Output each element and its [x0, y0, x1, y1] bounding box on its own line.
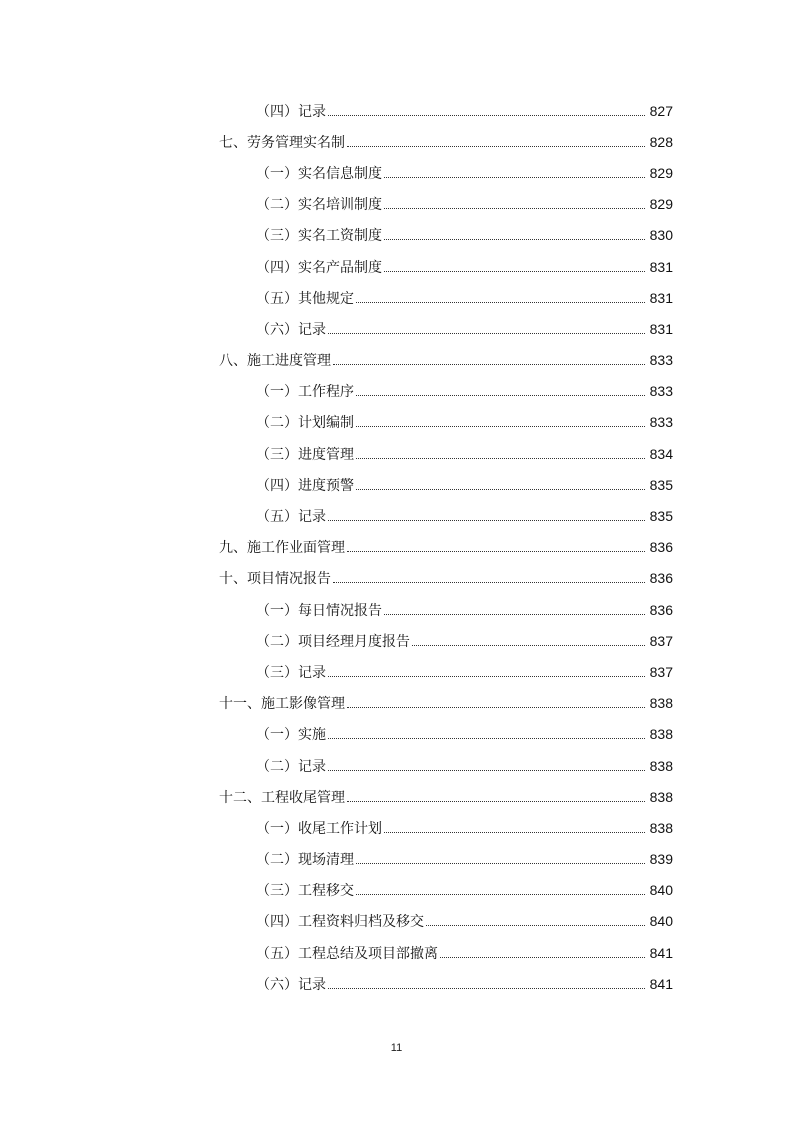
toc-dot-leader — [328, 520, 645, 521]
toc-entry-label: 十一、施工影像管理 — [219, 696, 345, 713]
toc-subsection-entry[interactable] — [0, 906, 793, 937]
toc-dot-leader — [347, 146, 645, 147]
toc-entry-label: （一）收尾工作计划 — [256, 820, 382, 837]
toc-entry-page: 838 — [649, 757, 673, 774]
toc-dot-leader — [328, 676, 645, 677]
page-number: 11 — [390, 1042, 403, 1054]
toc-subsection-entry[interactable] — [0, 500, 793, 531]
toc-dot-leader — [347, 551, 645, 552]
toc-entry-label: 十二、工程收尾管理 — [219, 789, 345, 806]
toc-subsection-entry[interactable] — [0, 251, 793, 282]
toc-entry-label: （二）实名培训制度 — [256, 197, 382, 214]
toc-dot-leader — [356, 489, 645, 490]
toc-entry-page: 839 — [649, 851, 673, 868]
toc-dot-leader — [328, 115, 645, 116]
toc-entry-page: 837 — [649, 632, 673, 649]
toc-dot-leader — [328, 333, 645, 334]
toc-entry-page: 828 — [649, 133, 673, 150]
toc-subsection-entry[interactable] — [0, 719, 793, 750]
toc-subsection-entry[interactable] — [0, 968, 793, 999]
toc-entry-label: （五）工程总结及项目部撤离 — [256, 945, 438, 962]
toc-subsection-entry[interactable] — [0, 812, 793, 843]
toc-subsection-entry[interactable] — [0, 282, 793, 313]
toc-entry-label: （四）记录 — [256, 103, 326, 120]
toc-subsection-entry[interactable] — [0, 157, 793, 188]
toc-subsection-entry[interactable] — [0, 438, 793, 469]
toc-entry-label: （三）实名工资制度 — [256, 228, 382, 245]
toc-subsection-entry[interactable] — [0, 594, 793, 625]
toc-section-entry[interactable] — [0, 781, 793, 812]
toc-dot-leader — [384, 832, 645, 833]
toc-dot-leader — [412, 645, 645, 646]
toc-dot-leader — [384, 177, 645, 178]
toc-subsection-entry[interactable] — [0, 376, 793, 407]
toc-dot-leader — [328, 738, 645, 739]
toc-entry-page: 841 — [649, 944, 673, 961]
toc-entry-page: 831 — [649, 258, 673, 275]
toc-dot-leader — [356, 395, 645, 396]
toc-subsection-entry[interactable] — [0, 937, 793, 968]
toc-dot-leader — [333, 582, 645, 583]
toc-subsection-entry[interactable] — [0, 407, 793, 438]
toc-dot-leader — [347, 801, 645, 802]
toc-entry-label: 七、劳务管理实名制 — [219, 134, 345, 151]
toc-subsection-entry[interactable] — [0, 189, 793, 220]
toc-entry-label: （四）实名产品制度 — [256, 259, 382, 276]
toc-entry-label: 九、施工作业面管理 — [219, 540, 345, 557]
toc-subsection-entry[interactable] — [0, 844, 793, 875]
toc-entry-label: （四）进度预警 — [256, 477, 354, 494]
toc-entry-page: 838 — [649, 788, 673, 805]
toc-entry-page: 833 — [649, 414, 673, 431]
toc-dot-leader — [384, 271, 645, 272]
toc-section-entry[interactable] — [0, 126, 793, 157]
toc-subsection-entry[interactable] — [0, 220, 793, 251]
toc-entry-label: （六）记录 — [256, 976, 326, 993]
toc-entry-page: 840 — [649, 913, 673, 930]
toc-entry-page: 829 — [649, 164, 673, 181]
toc-subsection-entry[interactable] — [0, 313, 793, 344]
toc-entry-label: （五）其他规定 — [256, 290, 354, 307]
toc-dot-leader — [356, 302, 645, 303]
toc-entry-label: （四）工程资料归档及移交 — [256, 914, 424, 931]
toc-dot-leader — [347, 707, 645, 708]
toc-entry-page: 830 — [649, 227, 673, 244]
toc-subsection-entry[interactable] — [0, 625, 793, 656]
toc-dot-leader — [356, 894, 645, 895]
toc-subsection-entry[interactable] — [0, 875, 793, 906]
toc-subsection-entry[interactable] — [0, 656, 793, 687]
toc-entry-label: （六）记录 — [256, 321, 326, 338]
toc-entry-page: 840 — [649, 882, 673, 899]
toc-entry-page: 838 — [649, 819, 673, 836]
toc-entry-label: （三）记录 — [256, 664, 326, 681]
toc-entry-label: （一）每日情况报告 — [256, 602, 382, 619]
toc-entry-page: 827 — [649, 102, 673, 119]
toc-subsection-entry[interactable] — [0, 750, 793, 781]
toc-entry-page: 831 — [649, 289, 673, 306]
toc-entry-page: 836 — [649, 570, 673, 587]
toc-entry-label: （一）工作程序 — [256, 384, 354, 401]
toc-dot-leader — [384, 239, 645, 240]
toc-section-entry[interactable] — [0, 563, 793, 594]
toc-dot-leader — [384, 208, 645, 209]
toc-dot-leader — [328, 988, 645, 989]
toc-dot-leader — [356, 863, 645, 864]
toc-section-entry[interactable] — [0, 688, 793, 719]
toc-entry-label: （五）记录 — [256, 509, 326, 526]
toc-entry-page: 835 — [649, 508, 673, 525]
toc-entry-page: 835 — [649, 476, 673, 493]
toc-entry-label: （一）实名信息制度 — [256, 165, 382, 182]
toc-dot-leader — [356, 426, 645, 427]
toc-entry-label: （二）项目经理月度报告 — [256, 633, 410, 650]
toc-entry-label: （二）记录 — [256, 758, 326, 775]
toc-entry-page: 838 — [649, 695, 673, 712]
toc-dot-leader — [328, 770, 645, 771]
toc-dot-leader — [426, 925, 645, 926]
table-of-contents — [0, 95, 793, 999]
toc-entry-label: （一）实施 — [256, 727, 326, 744]
toc-entry-page: 833 — [649, 352, 673, 369]
toc-dot-leader — [440, 957, 645, 958]
toc-dot-leader — [384, 614, 645, 615]
toc-entry-label: （三）进度管理 — [256, 446, 354, 463]
toc-entry-label: （二）现场清理 — [256, 852, 354, 869]
toc-entry-label: （三）工程移交 — [256, 883, 354, 900]
toc-entry-label: 八、施工进度管理 — [219, 353, 331, 370]
toc-dot-leader — [356, 458, 645, 459]
toc-entry-label: 十、项目情况报告 — [219, 571, 331, 588]
toc-section-entry[interactable] — [0, 345, 793, 376]
toc-entry-page: 829 — [649, 196, 673, 213]
toc-subsection-entry[interactable] — [0, 469, 793, 500]
toc-dot-leader — [333, 364, 645, 365]
toc-entry-page: 831 — [649, 320, 673, 337]
toc-section-entry[interactable] — [0, 532, 793, 563]
toc-entry-page: 838 — [649, 726, 673, 743]
toc-entry-page: 833 — [649, 383, 673, 400]
toc-entry-label: （二）计划编制 — [256, 415, 354, 432]
toc-entry-page: 841 — [649, 975, 673, 992]
toc-entry-page: 836 — [649, 539, 673, 556]
toc-entry-page: 834 — [649, 445, 673, 462]
toc-entry-page: 836 — [649, 601, 673, 618]
toc-subsection-entry[interactable] — [0, 95, 793, 126]
toc-entry-page: 837 — [649, 663, 673, 680]
